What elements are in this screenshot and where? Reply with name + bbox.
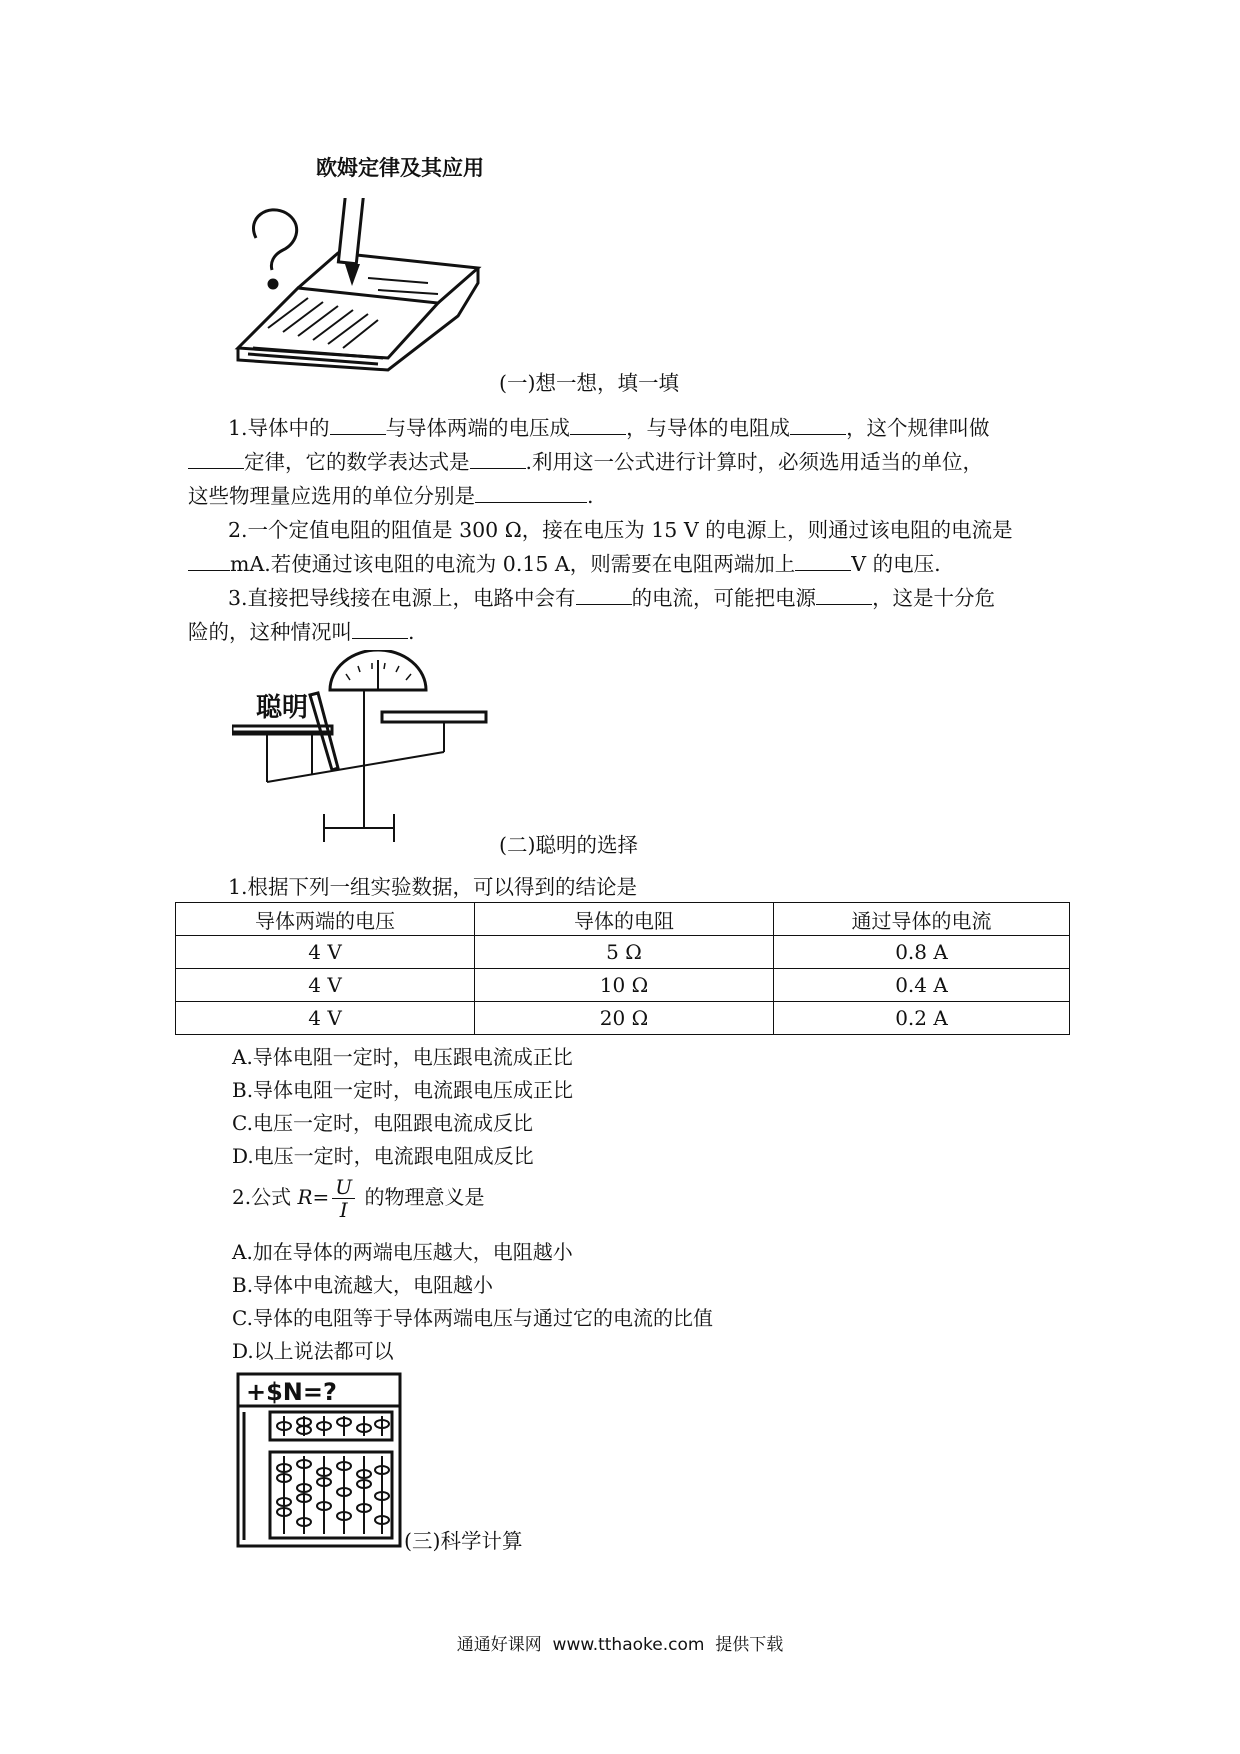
calc-label: +$N=?: [246, 1378, 337, 1406]
table-row: [176, 969, 1070, 1002]
page-footer: 通通好课网 www.tthaoke.com 提供下载: [456, 1635, 784, 1655]
table-header-cell: 导体两端的电压: [176, 903, 475, 936]
table-header-cell: 通过导体的电流: [774, 903, 1070, 936]
table-cell: 20 Ω: [475, 1002, 774, 1035]
q3-line2: 险的，这种情况叫 .: [188, 615, 415, 649]
table-cell: 5 Ω: [475, 936, 774, 969]
section2-heading: (二)聪明的选择: [499, 833, 638, 857]
page-title: 欧姆定律及其应用: [316, 156, 484, 180]
q2-line1: 2.一个定值电阻的阻值是 300 Ω，接在电压为 15 V 的电源上，则通过该电阻的电流是: [228, 518, 1013, 542]
q2-line2: mA.若使通过该电阻的电流为 0.15 A，则需要在电阻两端加上 V 的电压.: [188, 547, 941, 581]
table-row: [176, 1002, 1070, 1035]
s2-q1-option-d: D.电压一定时，电流跟电阻成反比: [232, 1144, 534, 1168]
book-pencil-illustration: [228, 198, 498, 384]
pencil-icon: [338, 198, 364, 286]
balance-scale-illustration: [232, 650, 502, 846]
table-header-cell: 导体的电阻: [475, 903, 774, 936]
s2-q1-option-c: C.电压一定时，电阻跟电流成反比: [232, 1111, 533, 1135]
smart-label: 聪明: [256, 693, 309, 723]
s2-q2-stem: 2.公式 R= $\frac{U}{I}$ 的物理意义是: [232, 1175, 485, 1222]
formula-fraction: $\frac{U}{I}$: [332, 1176, 355, 1221]
question-mark-icon: [253, 210, 296, 270]
q1-line2: 定律，它的数学表达式是 .利用这一公式进行计算时，必须选用适当的单位，: [188, 445, 983, 479]
table-cell: 4 V: [176, 936, 475, 969]
table-cell: 0.8 A: [774, 936, 1070, 969]
abacus-illustration: [236, 1372, 404, 1548]
abacus-beads-icon: [277, 1416, 389, 1534]
table-cell: 10 Ω: [475, 969, 774, 1002]
section3-heading: (三)科学计算: [404, 1529, 523, 1553]
table-cell: 0.2 A: [774, 1002, 1070, 1035]
s2-q2-option-d: D.以上说法都可以: [232, 1339, 394, 1363]
section1-heading: (一)想一想，填一填: [499, 371, 679, 395]
q1-line1: 1.导体中的 与导体两端的电压成 ，与导体的电阻成 ，这个规律叫做: [228, 411, 990, 445]
table-header-row: [176, 903, 1070, 936]
s2-q2-option-b: B.导体中电流越大，电阻越小: [232, 1273, 494, 1297]
table-row: [176, 936, 1070, 969]
s2-q1-stem: 1.根据下列一组实验数据，可以得到的结论是: [228, 875, 638, 899]
s2-q2-option-c: C.导体的电阻等于导体两端电压与通过它的电流的比值: [232, 1306, 713, 1330]
s2-q1-option-a: A.导体电阻一定时，电压跟电流成正比: [232, 1045, 573, 1069]
table-cell: 4 V: [176, 969, 475, 1002]
q3-line1: 3.直接把导线接在电源上，电路中会有 的电流，可能把电源 ，这是十分危: [228, 581, 995, 615]
q1-line3: 这些物理量应选用的单位分别是 .: [188, 479, 594, 513]
table-cell: 4 V: [176, 1002, 475, 1035]
s2-q2-option-a: A.加在导体的两端电压越大，电阻越小: [232, 1240, 573, 1264]
table-cell: 0.4 A: [774, 969, 1070, 1002]
data-table: [175, 902, 1070, 1035]
s2-q1-option-b: B.导体电阻一定时，电流跟电压成正比: [232, 1078, 574, 1102]
